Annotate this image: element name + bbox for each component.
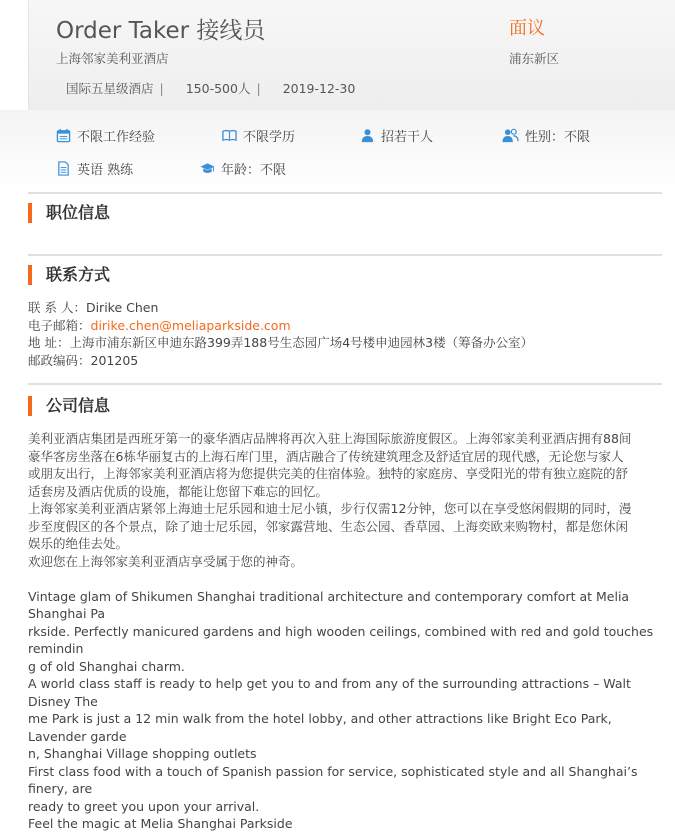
contact-block [28,299,533,369]
desc-en-line: me Park is just a 12 min walk from the hotel lobby, and other attractions like Bright Eco Park, Lavender garde [28,711,612,744]
desc-en-line: First class food with a touch of Spanish passion for service, sophisticated style and all Shanghai’s finery, are [28,763,638,796]
desc-en-line: ready to greet you upon your arrival. [28,798,260,814]
contact-person: Dirike Chen [85,300,159,315]
contact-zip-label: 邮政编码： [28,352,91,368]
req-label: 性别：不限 [525,130,591,145]
desc-en-line: g of old Shanghai charm. [28,658,185,674]
job-title: Order Taker 接线员 [56,18,266,44]
post-date: 2019-12-30 [282,81,356,96]
desc-cn-line: 娱乐的绝佳去处。 [28,536,129,551]
desc-en-line: rkside. Perfectly manicured gardens and high wooden ceilings, combined with red and gold touches remindin [28,623,654,656]
contact-address-label: 地 址： [28,335,70,350]
desc-cn-line: 或朋友出行，上海邻家美利亚酒店将为您提供完美的住宿体验。独特的家庭房、享受阳光的带有独立庭院的舒 [28,466,629,481]
req-experience [56,126,155,145]
company-industry: 国际五星级酒店 [66,81,154,96]
req-headcount [360,126,433,145]
divider [28,383,662,385]
separator: | [159,81,164,96]
req-education [222,126,295,145]
contact-zip: 201205 [90,352,139,368]
contact-email-label: 电子邮箱： [28,317,91,333]
contact-address: 上海市浦东新区申迪东路399弄188号生态园广场4号楼申迪园林3楼（筹备办公室） [69,335,534,350]
contact-email-link[interactable]: dirike.chen@meliaparkside.com [90,317,291,333]
desc-cn-line: 欢迎您在上海邻家美利亚酒店享受属于您的神奇。 [28,553,304,569]
document-icon [56,161,71,176]
separator: | [256,81,261,96]
calendar-icon [56,128,71,143]
desc-cn-line: 豪华客房坐落在6栋华丽复古的上海石库门里，酒店融合了传统建筑理念及舒适宜居的现代感，无论您与家人 [28,448,624,464]
job-location: 浦东新区 [509,51,560,66]
req-label: 英语 熟练 [77,163,134,178]
contact-person-row [28,299,533,317]
person-icon [360,128,375,143]
company-size: 150-500人 [185,81,251,96]
company-name[interactable]: 上海邻家美利亚酒店 [56,51,169,66]
desc-cn-line: 上海邻家美利亚酒店紧邻上海迪士尼乐园和迪士尼小镇，步行仅需12分钟，您可以在享受悠闲假期的同时，漫 [28,501,632,516]
desc-cn-line: 美利亚酒店集团是西班牙第一的豪华酒店品牌将再次入驻上海国际旅游度假区。上海邻家美利亚酒店拥有88间 [28,431,632,446]
book-icon [222,128,237,143]
contact-person-label: 联 系 人： [28,300,86,315]
requirements-bar [0,110,675,192]
divider [28,254,662,256]
desc-en-line: A world class staff is ready to help get you to and from any of the surrounding attractions – Walt Disney The [28,676,631,709]
contact-email-row [28,317,533,335]
section-company-info: 公司信息 [28,396,110,416]
req-gender [502,126,590,145]
req-label: 年龄：不限 [221,163,287,178]
cap-icon [200,161,215,176]
desc-en-line: n, Shanghai Village shopping outlets [28,746,257,761]
req-label: 招若干人 [381,130,434,145]
desc-cn-line: 适套房及酒店优质的设施，都能让您留下难忘的回忆。 [28,483,329,499]
section-position-info: 职位信息 [28,203,110,223]
section-contact: 联系方式 [28,265,110,285]
desc-en-line: Feel the magic at Melia Shanghai Parkside [28,816,293,831]
company-description [28,430,662,833]
desc-en-line: Vintage glam of Shikumen Shanghai traditional architecture and contemporary comfort at Melia Shanghai Pa [28,588,630,621]
req-age [200,159,286,178]
company-facts [66,79,355,97]
divider [28,192,662,194]
req-language [56,159,133,178]
people-icon [502,128,519,143]
req-label: 不限学历 [243,130,296,145]
salary: 面议 [509,18,545,39]
req-label: 不限工作经验 [77,130,156,145]
desc-cn-line: 步至度假区的各个景点，除了迪士尼乐园，邻家露营地、生态公园、香草园、上海奕欧来购物村，都是您休闲 [28,518,629,534]
job-header [28,0,675,111]
contact-address-row [28,334,533,352]
contact-zip-row [28,352,533,370]
